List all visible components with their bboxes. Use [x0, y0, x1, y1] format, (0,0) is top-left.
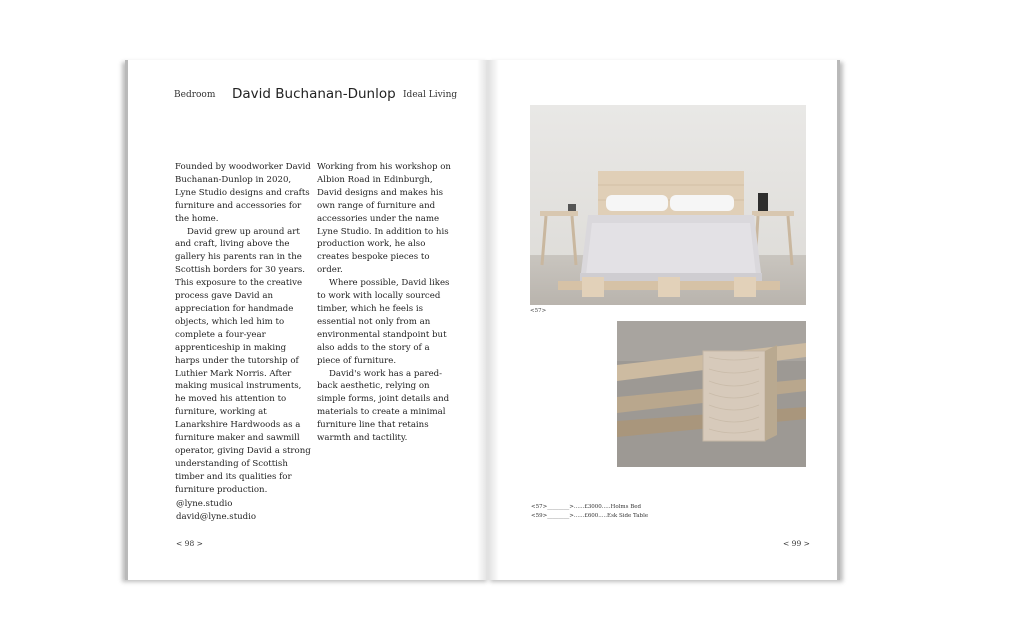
page-number: < 98 > [176, 539, 203, 548]
contact-block [176, 498, 256, 524]
text-column-2 [317, 161, 453, 445]
book-gutter [477, 60, 499, 580]
price-line: <59>________>......£600.....Esk Side Table [531, 513, 649, 519]
paragraph: Founded by woodworker David Buchanan-Dunlop in 2020, Lyne Studio designs and crafts furniture and accessories for the home. [175, 162, 311, 224]
price-line: <57>________>......£3000.....Holms Bed [531, 504, 642, 510]
text-column-1 [175, 161, 311, 497]
article-title: David Buchanan-Dunlop [232, 86, 396, 102]
price-list [531, 503, 648, 521]
open-book [125, 60, 837, 580]
left-page [125, 60, 490, 580]
paragraph: Where possible, David likes to work with locally sourced timber, which he feels is essential not only from an environmental standpoint but also adds to the story of a piece of furniture. [317, 278, 450, 366]
page-number: < 99 > [783, 539, 810, 548]
paragraph: David grew up around art and craft, living above the gallery his parents ran in the Scottish borders for 30 years. This exposure to the creative process gave David an appreciation for handmade objects, which led him to complete a four-year apprenticeship in making harps under the tutorship of Luthier Mark Norris. After making musical instruments, he moved his attention to furniture, working at Lanarkshire Hardwoods as a furniture maker and sawmill operator, giving David a strong understanding of Scottish timber and its qualities for furniture production. [175, 226, 311, 495]
right-page [487, 60, 840, 580]
paragraph: Working from his workshop on Albion Road in Edinburgh, David designs and makes his own range of furniture and accessories under the name Lyne Studio. In addition to his production work, he also creates bespoke pieces to order. [317, 162, 451, 276]
paragraph: David's work has a pared-back aesthetic, relying on simple forms, joint details and materials to create a minimal furniture line that retains warmth and tactility. [317, 368, 450, 444]
email-address: david@lyne.studio [176, 512, 257, 522]
magazine-name: Ideal Living [403, 90, 458, 100]
instagram-handle: @lyne.studio [176, 499, 233, 509]
bed-photo [530, 105, 806, 305]
photo-caption: <57> [530, 308, 547, 314]
joint-detail-photo [617, 321, 806, 467]
section-label: Bedroom [174, 90, 216, 100]
